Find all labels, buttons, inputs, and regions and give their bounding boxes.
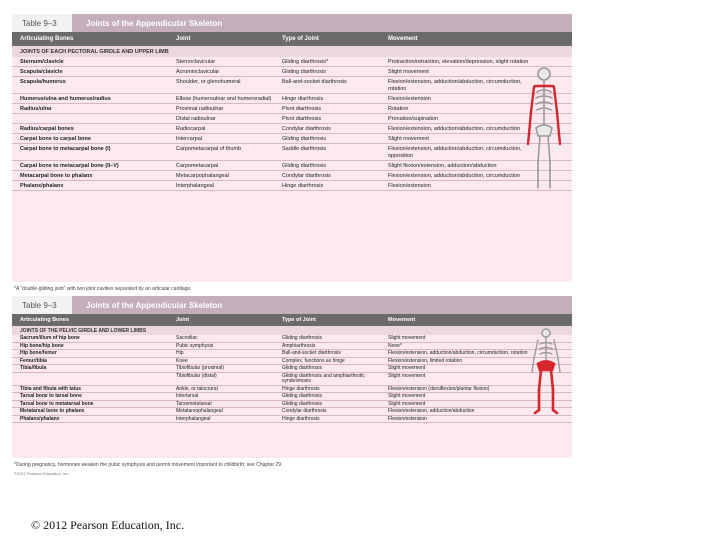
table-row [12, 365, 572, 373]
cell-movement: Flexion/extension, adduction/abduction, circumduction [388, 126, 521, 132]
cell-joint: Interphalangeal [176, 183, 214, 189]
table-title-bar [12, 14, 572, 32]
cell-type-of-joint: Complex, functions as hinge [282, 357, 345, 364]
table-header-row [12, 314, 572, 326]
cell-articulating-bones: Carpal bone to carpal bone [20, 136, 91, 142]
skeleton-lower-limb-figure [528, 328, 564, 416]
cell-movement: Flexion/extension, adduction/abduction, circumduction, opposition [388, 146, 522, 159]
header-joint: Joint [176, 317, 190, 323]
cell-type-of-joint: Condylar diarthrosis [282, 408, 327, 414]
section-heading: JOINTS OF THE PELVIC GIRDLE AND LOWER LIMBS [12, 326, 572, 335]
cell-type-of-joint: Hinge diarthrosis [282, 183, 324, 189]
table-row [12, 104, 572, 114]
cell-movement: Slight movement [388, 400, 426, 407]
table-body [12, 57, 572, 191]
cell-movement: Flexion/extension, adduction/abduction, circumduction, rotation [388, 350, 528, 356]
cell-movement: Flexion/extension, adduction/abduction, circumduction, rotation [388, 79, 522, 92]
cell-movement: Slight movement [388, 136, 429, 142]
cell-movement: Slight movement [388, 365, 426, 371]
cell-type-of-joint: Pivot diarthrosis [282, 106, 322, 112]
table-lower-limb [12, 296, 572, 458]
table-row [12, 77, 572, 94]
header-type-of-joint: Type of Joint [282, 36, 319, 42]
table-row [12, 343, 572, 351]
cell-movement: Flexion/extension [388, 183, 431, 189]
table1-footnote: *A “double-gliding joint” with two joint cavities separated by an articular cartilage. [14, 286, 192, 292]
table-row [12, 373, 572, 386]
table-title-bar [12, 296, 572, 314]
cell-type-of-joint: Hinge diarthrosis [282, 385, 320, 392]
cell-joint: Ankle, or talocrural [176, 385, 218, 392]
cell-joint: Tibiofibular (distal) [176, 372, 217, 379]
cell-movement: Pronation/supination [388, 116, 439, 122]
table-row [12, 358, 572, 366]
table-upper-limb [12, 14, 572, 282]
table-row [12, 350, 572, 358]
table-row [12, 386, 572, 394]
cell-articulating-bones: Phalanx/phalanx [20, 415, 60, 422]
cell-articulating-bones: Carpal bone to metacarpal bone (II–V) [20, 163, 119, 169]
cell-type-of-joint: Gliding diarthrosis [282, 393, 323, 399]
cell-articulating-bones: Tarsal bone to tarsal bone [20, 393, 82, 399]
cell-type-of-joint: Pivot diarthrosis [282, 116, 322, 122]
table-row [12, 393, 572, 401]
cell-articulating-bones: Humerus/ulna and humerus/radius [20, 96, 111, 102]
cell-movement: Slight movement [388, 372, 426, 379]
cell-type-of-joint: Gliding diarthrosis [282, 365, 323, 371]
cell-joint: Carpometacarpal [176, 163, 219, 169]
table-row [12, 57, 572, 67]
table-row [12, 161, 572, 171]
table-row [12, 171, 572, 181]
cell-movement: None* [388, 342, 402, 349]
header-articulating-bones: Articulating Bones [20, 317, 69, 323]
cell-articulating-bones: Metatarsal bone to phalanx [20, 408, 85, 414]
cell-type-of-joint: Gliding diarthrosis* [282, 59, 329, 65]
cell-movement: Rotation [388, 106, 409, 112]
table-row [12, 181, 572, 191]
cell-movement: Protraction/retraction, elevation/depression, slight rotation [388, 59, 529, 65]
cell-articulating-bones: Sacrum/ilium of hip bone [20, 335, 80, 341]
cell-joint: Metatarsophalangeal [176, 408, 223, 414]
header-movement: Movement [388, 317, 416, 323]
cell-movement: Slight movement [388, 335, 426, 341]
cell-movement: Slight movement [388, 393, 426, 399]
cell-articulating-bones: Femur/tibia [20, 357, 47, 364]
cell-articulating-bones: Metacarpal bone to phalanx [20, 173, 93, 179]
cell-joint: Radiocarpal [176, 126, 206, 132]
table-title: Joints of the Appendicular Skeleton [86, 18, 223, 28]
cell-movement: Flexion/extension [388, 96, 431, 102]
cell-type-of-joint: Condylar diarthrosis [282, 126, 331, 132]
cell-joint: Knee [176, 357, 188, 364]
header-articulating-bones: Articulating Bones [20, 36, 74, 42]
cell-type-of-joint: Gliding diarthrosis [282, 69, 327, 75]
cell-type-of-joint: Gliding diarthrosis [282, 136, 327, 142]
table2-footnote: *During pregnancy, hormones weaken the pubic symphysis and permit movement important to childbirth; see Chapter 29. [14, 462, 283, 468]
cell-joint: Sacroiliac [176, 335, 198, 341]
cell-type-of-joint: Ball-and-socket diarthrosis [282, 350, 341, 356]
cell-articulating-bones: Phalanx/phalanx [20, 183, 64, 189]
cell-joint: Acromioclavicular [176, 69, 220, 75]
cell-type-of-joint: Saddle diarthrosis [282, 146, 327, 152]
table-number: Table 9–3 [12, 14, 72, 32]
cell-articulating-bones: Sternum/clavicle [20, 59, 64, 65]
cell-joint: Sternoclavicular [176, 59, 216, 65]
cell-joint: Metacarpophalangeal [176, 173, 229, 179]
cell-type-of-joint: Gliding diarthrosis and amphiarthrotic syndesmosis [282, 372, 365, 384]
table-row [12, 94, 572, 104]
cell-joint: Intercarpal [176, 136, 202, 142]
cell-joint: Distal radioulnar [176, 116, 216, 122]
cell-articulating-bones: Hip bone/hip bone [20, 342, 64, 349]
cell-movement: Slight flexion/extension, adduction/abduction [388, 163, 497, 169]
cell-articulating-bones [12, 116, 174, 123]
table-row [12, 144, 572, 161]
cell-articulating-bones: Tibia and fibula with talus [20, 385, 82, 392]
table-row [12, 67, 572, 77]
cell-movement: Flexion/extension (dorsiflexion/plantar flexion) [388, 385, 490, 392]
table-row [12, 335, 572, 343]
cell-movement: Flexion/extension, adduction/abduction, circumduction [388, 173, 521, 179]
header-type-of-joint: Type of Joint [282, 317, 316, 323]
section-heading: JOINTS OF EACH PECTORAL GIRDLE AND UPPER LIMB [12, 46, 572, 57]
cell-articulating-bones: Tarsal bone to metatarsal bone [20, 400, 94, 407]
cell-articulating-bones: Scapula/clavicle [20, 69, 63, 75]
table-body [12, 335, 572, 423]
cell-movement: Flexion/extension [388, 415, 427, 422]
table-row [12, 114, 572, 124]
cell-articulating-bones: Tibia/fibula [20, 365, 47, 371]
cell-type-of-joint: Hinge diarthrosis [282, 415, 320, 422]
cell-joint: Tarsometatarsal [176, 400, 212, 407]
table-row [12, 124, 572, 134]
cell-articulating-bones: Radius/carpal bones [20, 126, 74, 132]
cell-joint: Pubic symphysis [176, 342, 214, 349]
cell-type-of-joint: Ball-and-socket diarthrosis [282, 79, 347, 85]
cell-joint: Shoulder, or glenohumeral [176, 79, 241, 85]
cell-articulating-bones: Scapula/humerus [20, 79, 66, 85]
cell-articulating-bones: Radius/ulna [20, 106, 52, 112]
table-title: Joints of the Appendicular Skeleton [86, 300, 223, 310]
cell-movement: Flexion/extension, adduction/abduction [388, 408, 475, 414]
cell-joint: Carpometacarpal of thumb [176, 146, 242, 152]
cell-joint: Interphalangeal [176, 415, 211, 422]
cell-type-of-joint: Gliding diarthrosis [282, 163, 327, 169]
cell-articulating-bones [12, 374, 174, 385]
cell-joint: Intertarsal [176, 393, 199, 399]
cell-joint: Tibiofibular (proximal) [176, 365, 224, 371]
cell-joint: Hip [176, 350, 184, 356]
table-row [12, 134, 572, 144]
cell-type-of-joint: Gliding diarthrosis [282, 400, 323, 407]
cell-type-of-joint: Amphiarthrosis [282, 342, 316, 349]
table-header-row [12, 32, 572, 46]
table-row [12, 416, 572, 424]
cell-articulating-bones: Carpal bone to metacarpal bone (I) [20, 146, 111, 152]
header-joint: Joint [176, 36, 191, 42]
cell-movement: Slight movement [388, 69, 429, 75]
table-row [12, 401, 572, 409]
table-row [12, 408, 572, 416]
cell-type-of-joint: Gliding diarthrosis [282, 335, 323, 341]
cell-joint: Proximal radioulnar [176, 106, 224, 112]
table2-credit: ©2012 Pearson Education, Inc. [14, 471, 70, 476]
cell-articulating-bones: Hip bone/femur [20, 350, 57, 356]
copyright-notice: © 2012 Pearson Education, Inc. [31, 518, 185, 532]
cell-movement: Flexion/extension, limited rotation [388, 357, 463, 364]
cell-joint: Elbow (humeroulnar and humeroradial) [176, 96, 272, 102]
skeleton-upper-limb-figure [526, 66, 562, 194]
table-number: Table 9–3 [12, 296, 72, 314]
cell-type-of-joint: Condylar diarthrosis [282, 173, 331, 179]
cell-type-of-joint: Hinge diarthrosis [282, 96, 324, 102]
header-movement: Movement [388, 36, 418, 42]
